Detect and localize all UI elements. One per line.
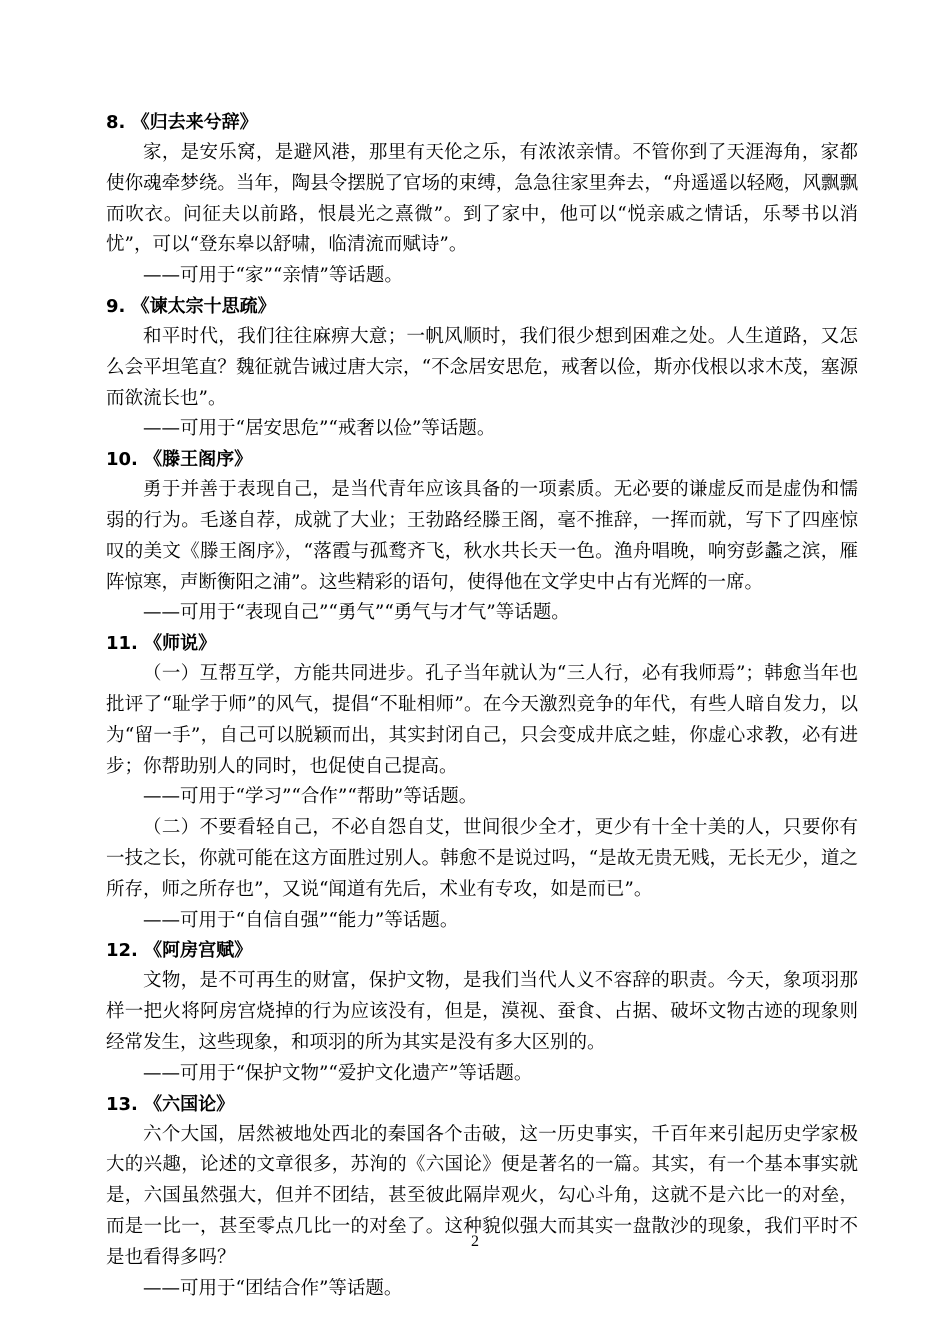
usage-note: ——可用于“家”“亲情”等话题。: [143, 265, 403, 287]
section-title: 11. 《师说》: [106, 633, 217, 655]
usage-note: ——可用于“居安思危”“戒奢以俭”等话题。: [143, 418, 496, 440]
usage-note: ——可用于“团结合作”等话题。: [143, 1277, 403, 1299]
section-title: 8. 《归去来兮辞》: [106, 112, 258, 133]
section-8: [106, 108, 858, 292]
document-page: [106, 108, 858, 1304]
paragraph: 和平时代，我们往往麻痹大意；一帆风顺时，我们很少想到困难之处。人生道路，又怎么会平坦笔直？魏征就告诫过唐大宗，“不念居安思危，戒奢以俭，斯亦伐根以求木茂，塞源而欲流长也”。: [106, 325, 858, 409]
section-title: 9. 《谏太宗十思疏》: [106, 295, 276, 317]
page-number: 2: [471, 1233, 479, 1250]
section-title: 13. 《六国论》: [106, 1093, 235, 1115]
section-title: 12. 《阿房宫赋》: [106, 940, 253, 962]
section-9: [106, 292, 858, 445]
paragraph: 六个大国，居然被地处西北的秦国各个击破，这一历史事实，千百年来引起历史学家极大的兴趣，论述的文章很多，苏洵的《六国论》便是著名的一篇。其实，有一个基本事实就是，六国虽然强大，但并不团结，甚至彼此隔岸观火，勾心斗角，这就不是六比一的对垒，而是一比一，甚至零点几比一的对垒了。这种貌似强大而其实一盘散沙的现象，我们平时不是也看得多吗？: [106, 1123, 858, 1268]
section-title: 10. 《滕王阁序》: [106, 449, 253, 471]
section-12: [106, 936, 858, 1089]
paragraph: 家，是安乐窝，是避风港，那里有天伦之乐，有浓浓亲情。不管你到了天涯海角，家都使你魂牵梦绕。当年，陶县令摆脱了官场的束缚，急急往家里奔去，“舟遥遥以轻飏，风飘飘而吹衣。问征夫以前路，恨晨光之熹微”。到了家中，他可以“悦亲戚之情话，乐琴书以消忧”，可以“登东皋以舒啸，临清流而赋诗”。: [106, 142, 858, 256]
usage-note: ——可用于“保护文物”“爱护文化遗产”等话题。: [143, 1062, 533, 1084]
usage-note: ——可用于“表现自己”“勇气”“勇气与才气”等话题。: [143, 602, 570, 624]
usage-note: ——可用于“学习”“合作”“帮助”等话题。: [143, 786, 478, 808]
paragraph: （二）不要看轻自己，不必自怨自艾，世间很少全才，更少有十全十美的人，只要你有一技之长，你就可能在这方面胜过别人。韩愈不是说过吗，“是故无贵无贱，无长无少，道之所存，师之所存也”，又说“闻道有先后，术业有专攻，如是而已”。: [106, 817, 858, 900]
section-10: [106, 445, 858, 629]
section-13: [106, 1090, 858, 1305]
paragraph: 文物，是不可再生的财富，保护文物，是我们当代人义不容辞的职责。今天，象项羽那样一把火将阿房宫烧掉的行为应该没有，但是，漠视、蚕食、占据、破坏文物古迹的现象则经常发生，这些现象，和项羽的所为其实是没有多大区别的。: [106, 970, 858, 1053]
paragraph: 勇于并善于表现自己，是当代青年应该具备的一项素质。无必要的谦虚反而是虚伪和懦弱的行为。毛遂自荐，成就了大业；王勃路经滕王阁，毫不推辞，一挥而就，写下了四座惊叹的美文《滕王阁序》，“落霞与孤鹜齐飞，秋水共长天一色。渔舟唱晚，响穷彭蠡之滨，雁阵惊寒，声断衡阳之浦”。这些精彩的语句，使得他在文学史中占有光辉的一席。: [106, 479, 858, 593]
section-11: [106, 629, 858, 936]
paragraph: （一）互帮互学，方能共同进步。孔子当年就认为“三人行，必有我师焉”；韩愈当年也批评了“耻学于师”的风气，提倡“不耻相师”。在今天激烈竞争的年代，有些人暗自发力，以为“留一手”，自己可以脱颖而出，其实封闭自己，只会变成井底之蛙，你虚心求教，必有进步；你帮助别人的同时，也促使自己提高。: [106, 663, 858, 777]
usage-note: ——可用于“自信自强”“能力”等话题。: [143, 909, 459, 931]
